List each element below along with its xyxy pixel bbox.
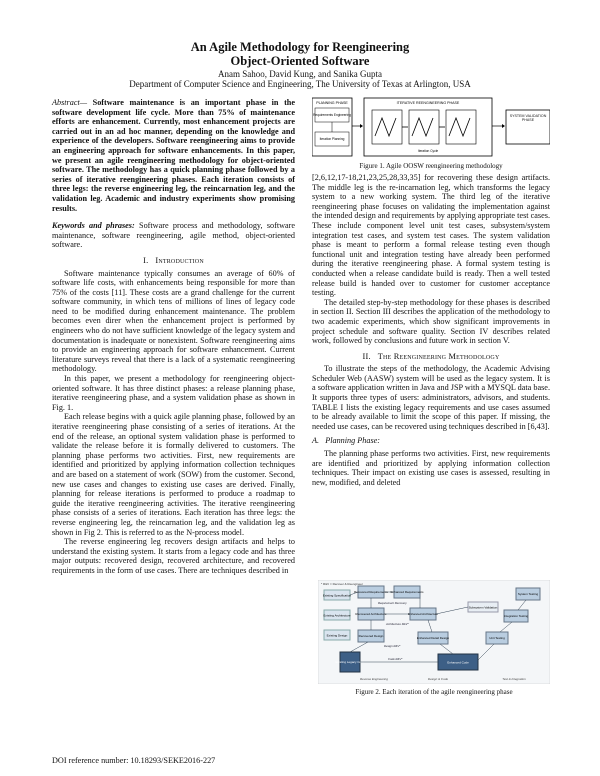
keywords [52,221,295,250]
left-column [52,98,295,576]
paper-title-line2: Object-Oriented Software [230,54,370,68]
node-recovered-requirements: Recovered Requirements [353,590,389,594]
node-enhanced-code: Enhanced Code [447,660,469,665]
section1-paragraph: Software maintenance typically consumes an average of 60% of software life costs, with enhancements being responsible for more than 75% of the costs [11]. These costs are a grand challenge for the current software community, in which tens of millions of lines of legacy code need to be modified during enhancement maintenance. The problem becomes even direr when the enhancement project is performed by engineers who do not have sufficient knowledge of the legacy system and documentation is inadequate or nonexistent. Software reengineering aims to provide an engineering approach for software enhancement. Current literature surveys reveal that there is a lack of a systematic reengineering methodology. [52,268,295,374]
label-design-rv: Design R&V* [384,644,401,648]
abstract-label: Abstract— [52,98,88,107]
paper-title-line1: An Agile Methodology for Reengineering [190,40,410,54]
node-recovered-design: Recovered Design [358,634,384,638]
label-requirement-recovery: Requirement Recovery [378,601,407,605]
figure1-caption: Figure 1. Agile OOSW reengineering methodology [359,162,503,170]
node-existing-specification: Existing Specification [322,593,352,598]
node-subsystem-validation: Subsystem Validation [468,605,498,610]
paper-authors: Anam Sahoo, David Kung, and Sanika Gupta [218,69,382,79]
section1-paragraph: Each release begins with a quick agile planning phase, followed by an iterative reengineering phase consisting of a series of iterations. At the end of the release, an optional system validation phase is performed to validate the release before it is formally delivered to customers. The planning phase performs two activities. First, new requirements are identified and prioritized by applying information collection techniques and are based on a statement of work (SOW) from the customer. Second, new use cases and changes to existing use cases are derived. Finally, planning for release iterations is performed to produce a roadmap to guide the iterative reengineering activities. The iterative reengineering phase consists of a series of iterations. Each iteration has three legs: the reverse engineering leg, the reincarnation leg, and the validation leg as shown in Fig 2. This is referred to as the N-process model. [52,412,295,537]
figure2-legend: * R&V = Recover & Reengineer [321,582,363,586]
node-existing-architecture: Existing Architecture [323,613,351,618]
node-system-testing: System Testing [517,592,539,596]
keywords-text: Software process and methodology, software maintenance, software reengineering, agile method, object-oriented software. [52,221,296,250]
footer-test-integration: Test & Integration [502,677,526,681]
validation-phase-label: SYSTEM VALIDATION PHASE [509,114,547,123]
abstract-text: Software maintenance is an important phase in the software development life cycle. More than 75% of maintenance efforts are enhancement. Currently, most enhancement projects are carried out in an ad hoc manner, depending on the knowledge and experience of the developers. Software reengineering aims to provide an engineering approach for software enhancements. In this paper, we present an agile reengineering methodology for object-oriented software. The methodology has a quick planning phase followed by a series of iterative reengineering phases. Each iteration consists of three legs: the reverse engineering leg, the reincarnation leg, and the validation leg. Academic and industry experiments show promising results. [52,98,295,213]
abstract [52,98,295,213]
iterative-phase-label: ITERATIVE REENGINEERING PHASE [396,101,460,105]
label-code-rv: Code R&V* [388,657,403,661]
node-enhanced-detail-design: Enhanced Detail Design [416,636,450,640]
figure1-diagram [312,96,550,160]
subsection-label: A. [312,436,320,446]
planning-phase-label: PLANNING PHASE [316,101,348,105]
paper-affiliation: Department of Computer Science and Engineering, The University of Texas at Arlington, USA [129,79,471,89]
section2-heading [312,352,550,362]
subsection-heading [312,436,550,446]
figure2-caption: Figure 2. Each iteration of the agile reengineering phase [355,688,513,696]
section2-title: The Reengineering Methodology [377,351,500,361]
node-enhanced-architecture: Enhanced Architecture [407,612,439,616]
section1-paragraph: In this paper, we present a methodology for reengineering object-oriented software. It has three distinct phases: a release planning phase, iterative reengineering phase, and a system validation phase as shown in Fig. 1. [52,374,295,412]
node-enhanced-requirements: Enhanced Requirements [390,590,424,594]
node-existing-design: Existing Design [326,633,348,638]
section2-number: II. [362,351,371,361]
figure2-diagram [318,580,550,684]
right-paragraph: To illustrate the steps of the methodology, the Academic Advising Scheduler Web (AASW) system will be used as the legacy system. It is a software application written in Java and JSP with a MYSQL data base. It supports three types of users: administrators, advisors, and students. TABLE I lists the existing legacy requirements and use cases assumed to be already available to limit the scope of this paper. If missing, the needed use cases, can be recovered using techniques described in [6,43]. [312,364,550,431]
right-column [312,173,550,487]
requirements-engineering-label: Requirements Engineering [313,113,351,117]
node-existing-legacy-code: Existing Legacy Code [335,660,365,664]
node-integration-testing: Integration Testing [503,614,529,618]
doi-reference: DOI reference number: 10.18293/SEKE2016-227 [52,756,216,765]
node-recovered-architecture: Recovered Architecture [355,612,387,616]
footer-reverse-engineering: Reverse Engineering [359,677,389,681]
iteration-cycle-label: Iteration Cycle [417,149,439,153]
right-paragraph: The detailed step-by-step methodology for these phases is described in section II. Section III describes the application of the methodology to two academic experiments, which show significant improvements in project schedule and software quality. Section IV describes related work, followed by conclusions and future work in section V. [312,297,550,346]
node-unit-testing: Unit Testing [489,636,505,640]
keywords-label: Keywords and phrases: [52,221,135,231]
right-paragraph: [2,6,12,17-18,21,23,25,28,33,35] for recovering these design artifacts. The middle leg is the re-incarnation leg, which transforms the legacy system to a new working system. The third leg of the iterative reengineering phase focuses on validating the implementation against the intended design and requirements by applying appropriate test cases. These include component level unit test cases, subsystem/system integration test cases, and system test cases. The system validation phase is meant to perform a formal release testing even though functional unit and integration testing have already been performed during the iterative reengineering phase. A formal system testing is conducted when a release candidate build is ready. Then a well tested release build is handed over to customer for customer acceptance testing. [312,173,550,298]
footer-design-code: Design & Code [427,677,449,681]
iteration-planning-label: Iteration Planning [319,137,345,141]
subsection-title: Planning Phase: [325,436,381,446]
section1-title: Introduction [155,255,204,265]
right-paragraph: The planning phase performs two activities. First, new requirements are identified and prioritized by applying information collection techniques. Their impact on existing use cases is assessed, resulting in new, modified, and deleted [312,449,550,487]
section1-heading [52,256,295,266]
section1-paragraph: The reverse engineering leg recovers design artifacts and helps to understand the existing system. It starts from a legacy code and has three major outputs: recovered design, recovered architecture, and recovered requirements in the form of use cases. There are techniques described in [52,537,295,575]
section1-number: I. [143,255,149,265]
label-architecture-rv: Architecture R&V* [386,622,409,626]
